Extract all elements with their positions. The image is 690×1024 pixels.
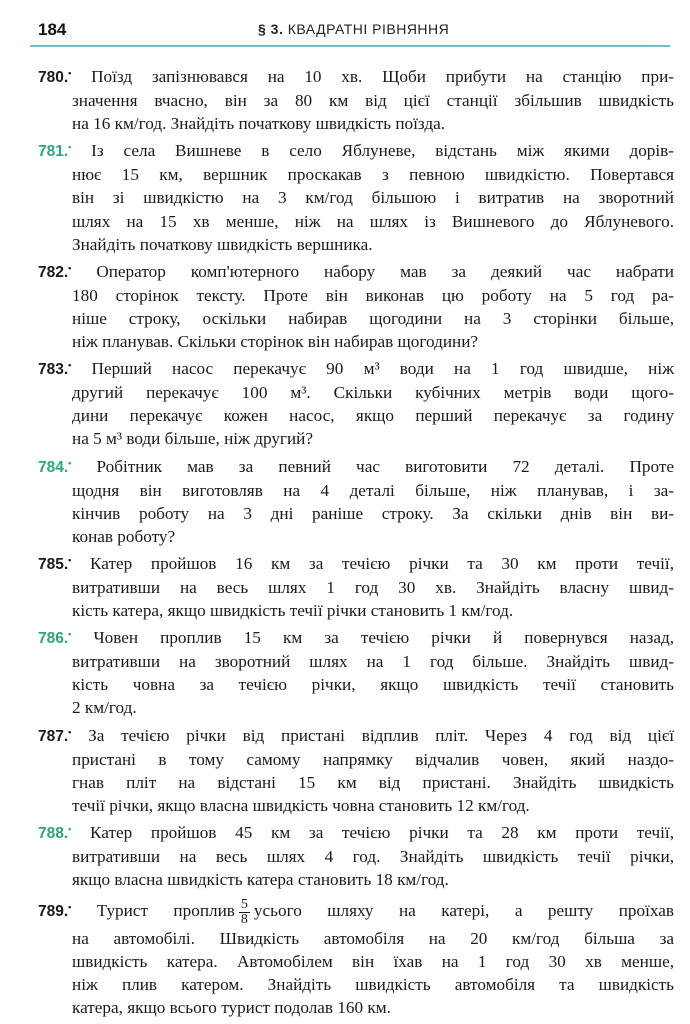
problem-text-line: За течією річки від пристані відплив пліт. Через 4 год від цієї [88,725,674,745]
problem-text-line: Катер пройшов 16 км за течією річки та 30 км проти течії, [90,553,674,573]
problem-785 [38,549,674,622]
problem-text-line: ніж планував. Скільки сторінок він набирав щогодини? [72,332,479,352]
problem-text-line: на 5 м³ води більше, ніж другий? [72,429,313,449]
problem-text-line: щодня він виготовляв на 4 деталі більше, ніж планував, і за- [72,480,674,500]
problem-number: 788.• [38,823,72,842]
problem-list [38,62,674,1021]
problem-text-line: ніж плив катером. Знайдіть швидкість автомобіля та швидкість [72,975,674,995]
problem-text-line: якщо власна швидкість катера становить 18 км/год. [72,870,449,890]
problem-781 [38,136,674,255]
problem-786 [38,623,674,719]
problem-text-line: Човен проплив 15 км за течією річки й повернувся назад, [93,628,674,648]
problem-text-line: витративши на весь шлях 1 год 30 хв. Знайдіть власну швид- [72,577,674,597]
problem-text-line: нює 15 км, вершник проскакав з певною швидкістю. Повертався [72,165,674,185]
problem-text-line: течії річки, якщо власна швидкість човна становить 12 км/год. [72,795,530,815]
problem-text-line: витративши на зворотний шлях на 1 год більше. Знайдіть швид- [72,652,674,672]
fraction-numerator: 5 [240,896,248,912]
problem-text-line: він зі швидкістю на 3 км/год більшою і витратив на зворотний [72,188,674,208]
page-header [0,0,690,52]
problem-text-segment: Турист проплив [96,901,235,921]
problem-text-line: на 16 км/год. Знайдіть початкову швидкість поїзда. [72,114,446,134]
problem-text-line: Із села Вишневе в село Яблуневе, відстань між якими дорів- [91,141,674,161]
problem-text-line: гнав пліт на відстані 15 км від пристані. Знайдіть швидкість [72,772,674,792]
problem-text-line: конав роботу? [72,526,176,546]
problem-text-segment: усього шляху на катері, а решту проїхав [253,901,674,921]
section-label: § 3. [258,21,284,37]
problem-number: 785.• [38,554,72,573]
problem-text-line: кість катера, якщо швидкість течії річки становить 1 км/год. [72,601,514,621]
problem-text-line: кість човна за течією річки, якщо швидкість течії становить [72,675,674,695]
problem-782 [38,257,674,353]
problem-number: 789.• [38,902,72,921]
problem-text-line: Поїзд запізнювався на 10 хв. Щоби прибути на станцію при- [91,67,674,86]
problem-text-line: 180 сторінок тексту. Проте він виконав цю роботу на 5 год ра- [72,285,674,305]
problem-780 [38,62,674,135]
header-divider [30,45,670,47]
problem-783 [38,354,674,450]
fraction-denominator: 8 [240,911,248,927]
problem-789 [38,892,674,1019]
section-title [258,21,449,37]
problem-text-line: 2 км/год. [72,698,137,718]
problem-text-line: дини перекачує кожен насос, якщо перший перекачує за годину [72,406,674,426]
problem-text-line: ніше строку, оскільки набирав щогодини на 3 сторінки більше, [72,308,674,328]
problem-number: 781.• [38,142,72,161]
problem-text-line: на автомобілі. Швидкість автомобіля на 20 км/год більша за [72,929,674,949]
fraction [239,898,250,927]
problem-text-line: Оператор комп'ютерного набору мав за деякий час набрати [96,261,674,281]
problem-number: 786.• [38,629,72,648]
problem-text-line: Перший насос перекачує 90 м³ води на 1 год швидше, ніж [91,359,674,379]
problem-784 [38,452,674,548]
problem-788 [38,818,674,891]
problem-number: 787.• [38,726,72,745]
problem-text-line: пристані в тому самому напрямку відчалив човен, який наздо- [72,749,674,769]
problem-number: 780.• [38,68,72,86]
problem-text-line: другий перекачує 100 м³. Скільки кубічних метрів води щого- [72,383,674,403]
problem-text-line: Знайдіть початкову швидкість вершника. [72,234,373,254]
problem-787 [38,721,674,817]
problem-number: 784.• [38,457,72,476]
problem-text-line: витративши на весь шлях 4 год. Знайдіть швидкість течії річки, [72,847,674,866]
problem-text-line: кінчив роботу на 3 дні раніше строку. За скільки днів він ви- [72,503,674,523]
problem-number: 782.• [38,262,72,281]
problem-text-line: значення вчасно, він за 80 км від цієї станції збільшив швидкість [72,91,674,111]
problem-text-line: Катер пройшов 45 км за течією річки та 28 км проти течії, [90,822,674,842]
problem-text-line: катера, якщо всього турист подолав 160 км. [72,998,391,1018]
problem-text-line: шлях на 15 хв менше, ніж на шлях із Вишневого до Яблуневого. [72,211,674,231]
problem-text-line: швидкість катера. Автомобілем він їхав на 1 год 30 хв менше, [72,952,674,972]
section-name: КВАДРАТНІ РІВНЯННЯ [287,21,450,37]
problem-text-line: Робітник мав за певний час виготовити 72 деталі. Проте [96,456,674,476]
page-number: 184 [38,20,67,39]
problem-number: 783.• [38,360,72,379]
